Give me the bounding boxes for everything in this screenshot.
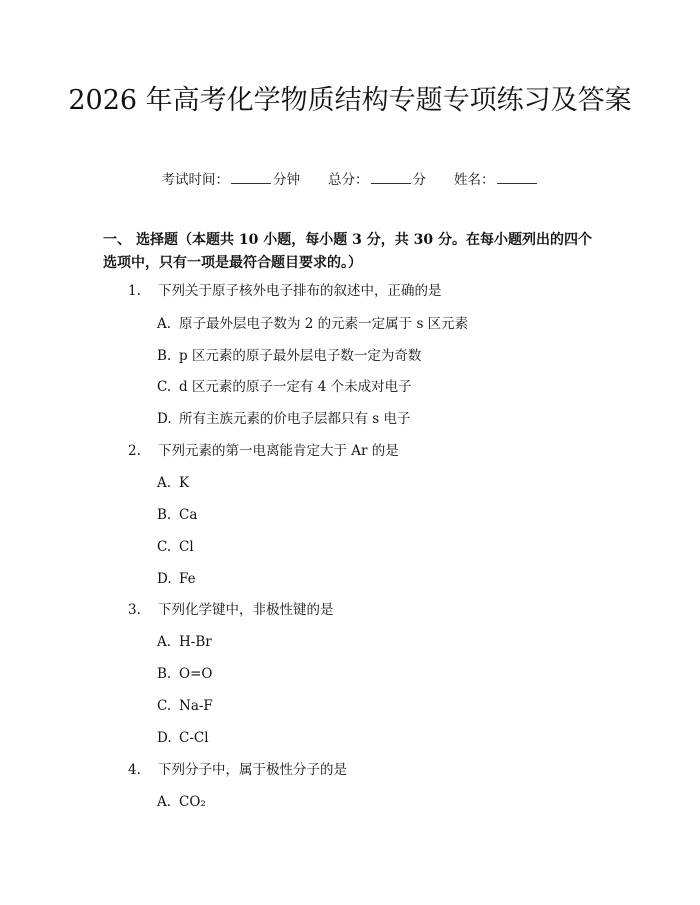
score-unit: 分 bbox=[412, 172, 426, 188]
question-number: 1. bbox=[128, 283, 141, 299]
name-blank bbox=[497, 171, 537, 184]
option bbox=[157, 792, 206, 812]
option-letter: B. bbox=[157, 666, 172, 682]
page-title: 2026 年高考化学物质结构专题专项练习及答案 bbox=[68, 85, 632, 116]
section-number: 一、 bbox=[103, 232, 131, 248]
option-text: p 区元素的原子最外层电子数一定为奇数 bbox=[179, 348, 422, 364]
option-letter: B. bbox=[157, 507, 172, 523]
option-letter: A. bbox=[157, 475, 172, 491]
option-letter: A. bbox=[157, 634, 172, 650]
question-1 bbox=[128, 281, 442, 301]
option-letter: B. bbox=[157, 348, 172, 364]
option bbox=[157, 505, 197, 525]
option-text: Cl bbox=[179, 539, 194, 555]
section-heading bbox=[103, 229, 603, 275]
option-text: 原子最外层电子数为 2 的元素一定属于 s 区元素 bbox=[179, 316, 469, 332]
name-label: 姓名： bbox=[454, 172, 495, 188]
question-stem: 下列元素的第一电离能肯定大于 Ar 的是 bbox=[158, 443, 399, 459]
time-unit: 分钟 bbox=[273, 172, 300, 188]
option-text: C-Cl bbox=[179, 730, 209, 746]
option-letter: C. bbox=[157, 698, 172, 714]
option-text: O=O bbox=[179, 666, 213, 682]
question-stem: 下列化学键中，非极性键的是 bbox=[158, 602, 334, 618]
option-text: K bbox=[179, 475, 190, 491]
option bbox=[157, 346, 421, 366]
option-text: Fe bbox=[179, 571, 196, 587]
option-letter: A. bbox=[157, 794, 172, 810]
option bbox=[157, 409, 411, 429]
score-label: 总分： bbox=[328, 172, 369, 188]
option-letter: A. bbox=[157, 316, 172, 332]
option-text: H-Br bbox=[179, 634, 212, 650]
option-text: CO₂ bbox=[179, 794, 206, 810]
option bbox=[157, 728, 209, 748]
question-number: 2. bbox=[128, 443, 141, 459]
option-text: Na-F bbox=[179, 698, 213, 714]
option bbox=[157, 696, 213, 716]
question-stem: 下列分子中，属于极性分子的是 bbox=[158, 762, 347, 778]
option-text: 所有主族元素的价电子层都只有 s 电子 bbox=[179, 411, 411, 427]
option-letter: C. bbox=[157, 379, 172, 395]
option bbox=[157, 537, 194, 557]
option-text: Ca bbox=[179, 507, 198, 523]
option-letter: D. bbox=[157, 411, 172, 427]
time-label: 考试时间： bbox=[161, 172, 229, 188]
score-blank bbox=[371, 171, 411, 184]
exam-meta bbox=[0, 168, 700, 188]
question-number: 4. bbox=[128, 762, 141, 778]
option-letter: D. bbox=[157, 730, 172, 746]
option-text: d 区元素的原子一定有 4 个未成对电子 bbox=[179, 379, 412, 395]
section-text: 选择题（本题共 10 小题，每小题 3 分，共 30 分。在每小题列出的四个选项中，只有一项是最符合题目要求的。） bbox=[103, 232, 592, 271]
question-4 bbox=[128, 760, 347, 780]
option bbox=[157, 473, 189, 493]
option bbox=[157, 632, 212, 652]
option bbox=[157, 664, 212, 684]
question-number: 3. bbox=[128, 602, 141, 618]
question-3 bbox=[128, 600, 334, 620]
option bbox=[157, 569, 196, 589]
option bbox=[157, 314, 468, 334]
time-blank bbox=[231, 171, 271, 184]
question-stem: 下列关于原子核外电子排布的叙述中，正确的是 bbox=[158, 283, 442, 299]
question-2 bbox=[128, 441, 399, 461]
option-letter: C. bbox=[157, 539, 172, 555]
option-letter: D. bbox=[157, 571, 172, 587]
option bbox=[157, 377, 412, 397]
